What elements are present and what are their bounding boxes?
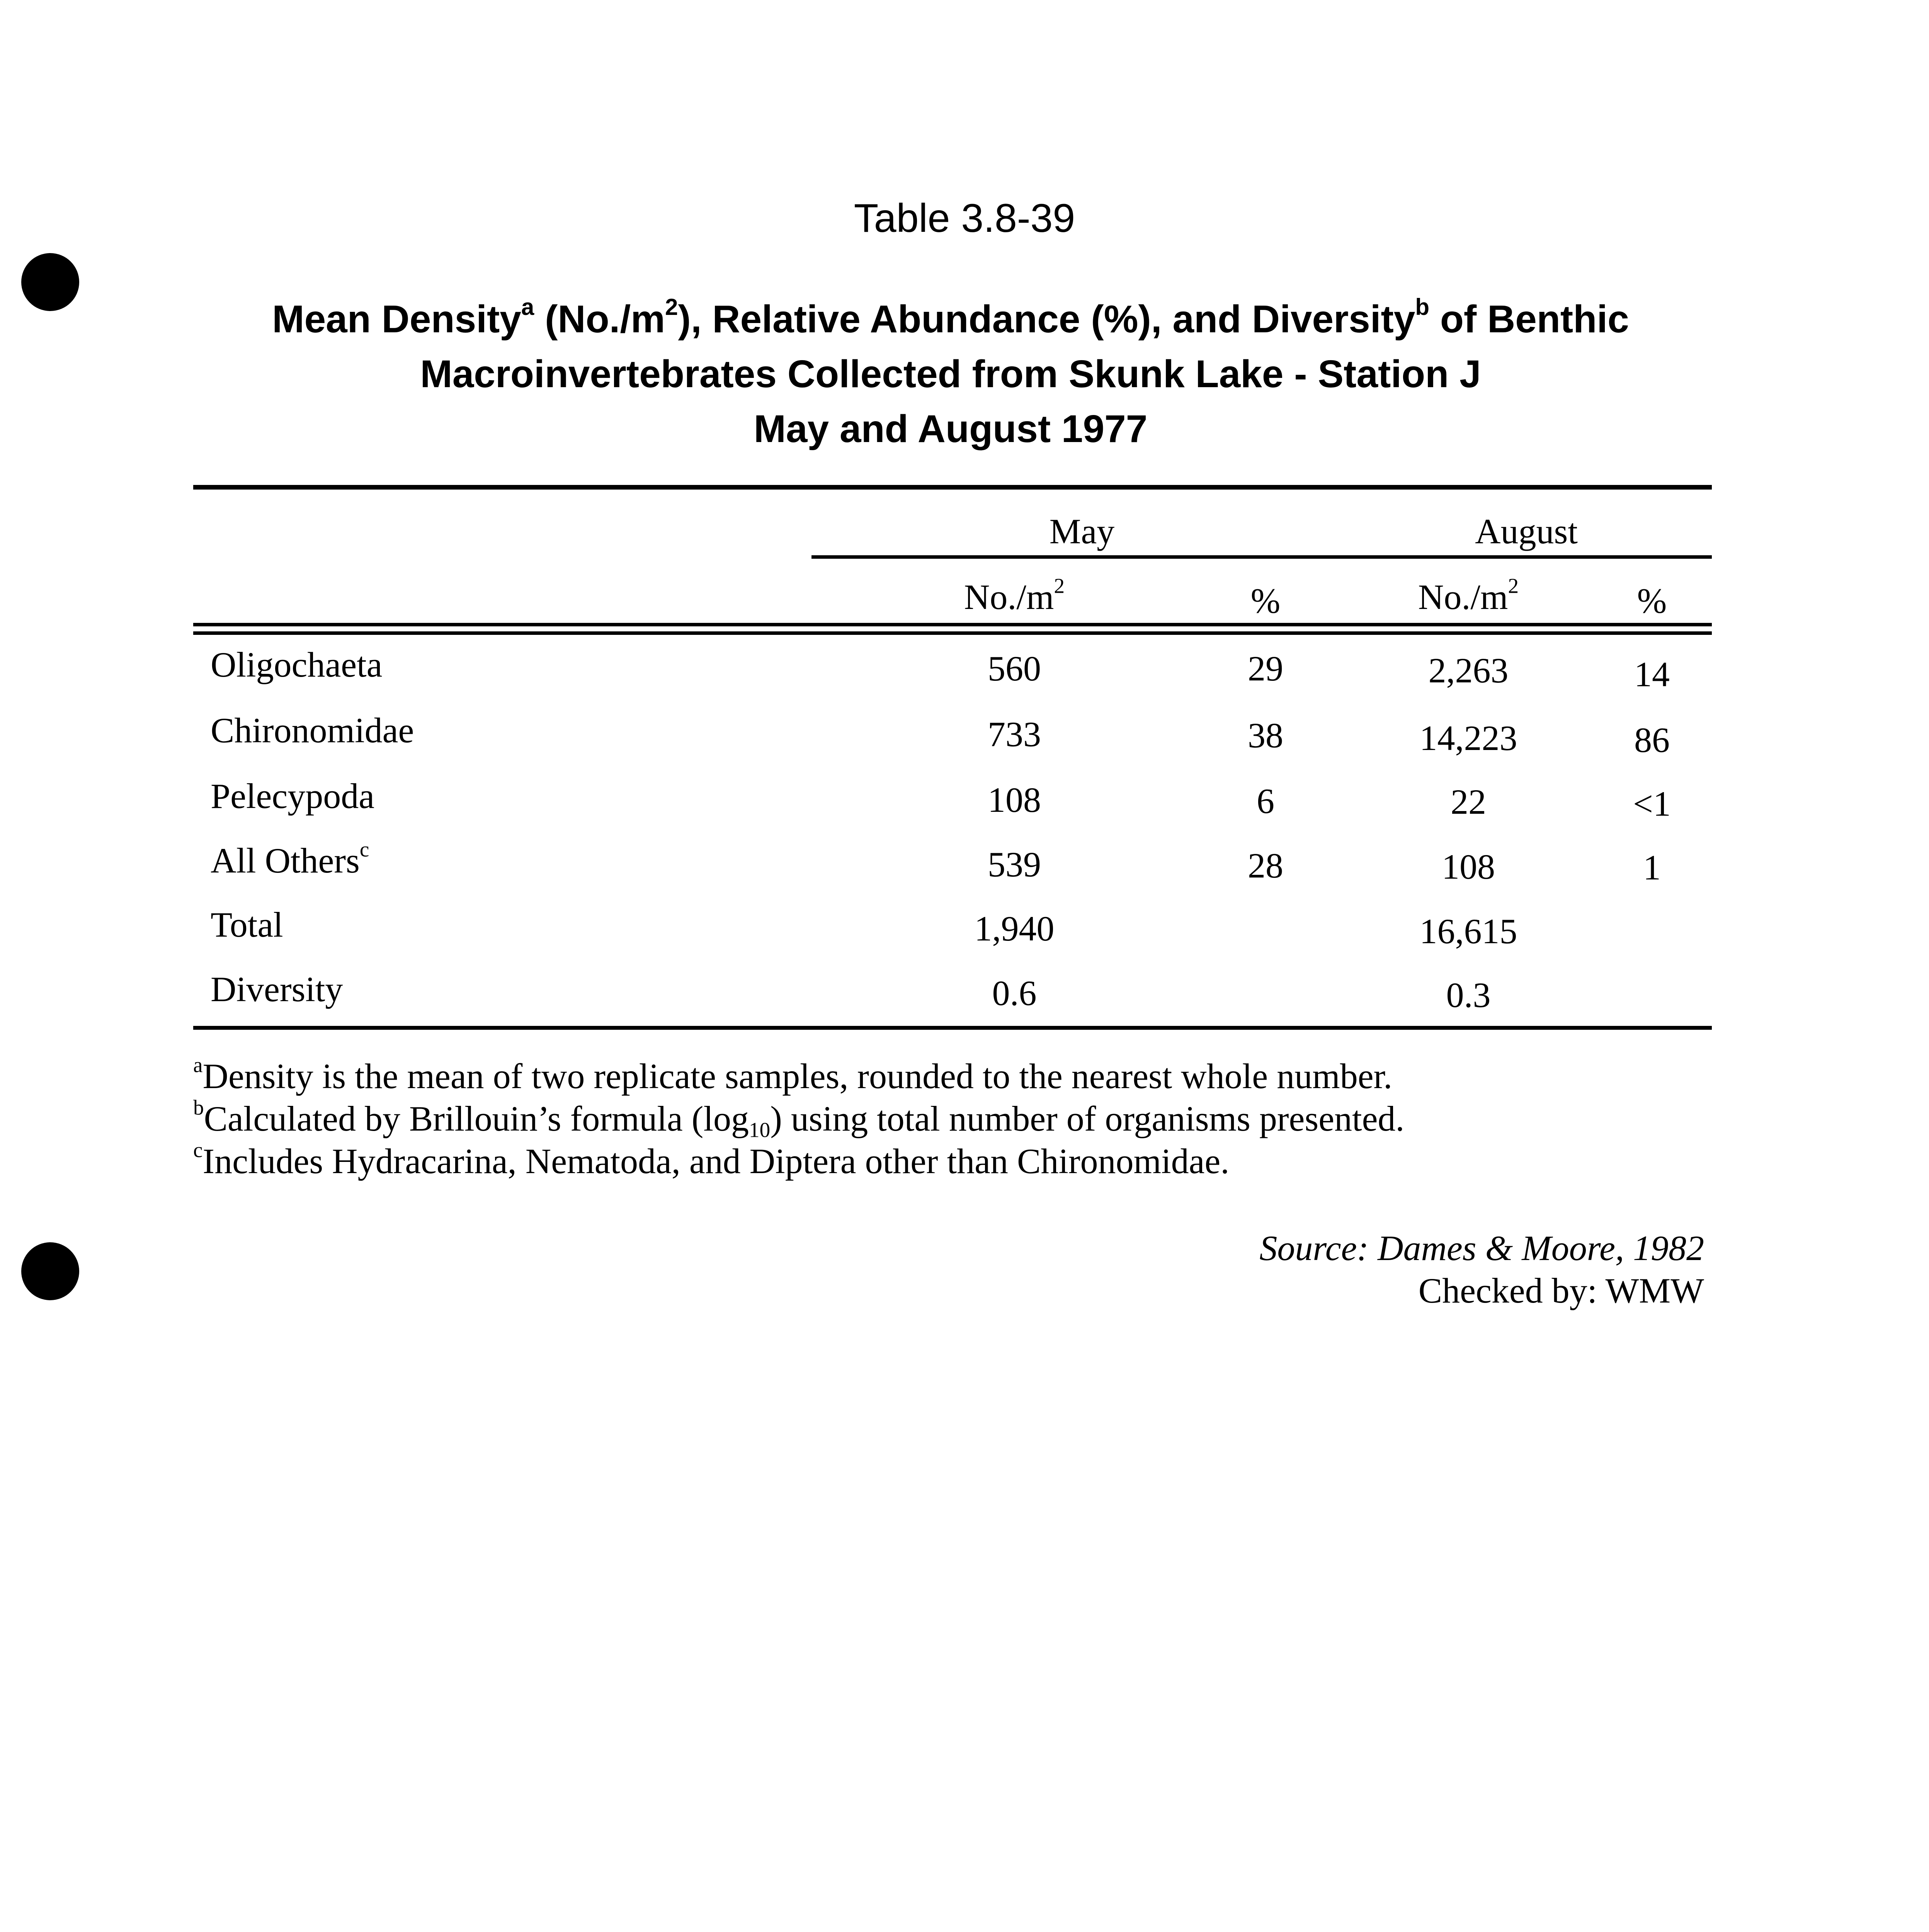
footnotes — [193, 1055, 1404, 1182]
row-diversity-taxon: Diversity — [211, 969, 343, 1009]
row-total-taxon: Total — [211, 905, 283, 944]
header-august-density: $No./m^2$ — [1418, 574, 1519, 617]
header-may: May — [1049, 512, 1115, 551]
row-all-others-may-percent: 28 — [1248, 846, 1283, 885]
binder-hole-top — [21, 253, 79, 311]
row-oligochaeta-may-density: 560 — [988, 649, 1041, 688]
row-chironomidae-aug-percent: 86 — [1634, 720, 1670, 760]
row-chironomidae-aug-density: 14,223 — [1419, 718, 1517, 758]
checked-by: Checked by: WMW — [1418, 1271, 1704, 1310]
title-line-2: Macroinvertebrates Collected from Skunk Lake - Station J — [420, 352, 1481, 396]
row-total-aug-density: 16,615 — [1419, 912, 1517, 951]
table-bottom-rule — [193, 1026, 1712, 1030]
header-august-percent: % — [1637, 581, 1667, 621]
row-all-others-footnote-mark: c — [359, 837, 369, 861]
row-diversity-may-value: 0.6 — [992, 973, 1037, 1013]
row-oligochaeta-aug-density: 2,263 — [1428, 651, 1509, 690]
row-pelecypoda-may-density: 108 — [988, 780, 1041, 820]
row-all-others-aug-density: 108 — [1442, 847, 1495, 886]
title-line-3: May and August 1977 — [754, 407, 1148, 451]
header-may-percent: % — [1250, 581, 1281, 621]
may-group-rule — [811, 555, 1712, 559]
row-pelecypoda-aug-percent: <1 — [1633, 784, 1671, 823]
table-title — [193, 292, 1708, 456]
row-pelecypoda-aug-density: 22 — [1451, 782, 1486, 821]
row-diversity-aug-value: 0.3 — [1446, 975, 1491, 1015]
row-pelecypoda-may-percent: 6 — [1257, 781, 1274, 821]
header-may-density: $No./m^2$ — [964, 574, 1065, 617]
header-double-rule-bottom — [193, 631, 1712, 635]
source-citation: Source: Dames & Moore, 1982 — [1259, 1228, 1704, 1268]
row-chironomidae-may-percent: 38 — [1248, 716, 1283, 755]
footnote-b: $^b$Calculated by Brillouin’s formula $(\log_{10})$ using total number of organisms presented. — [193, 1095, 1405, 1142]
header-double-rule-top — [193, 623, 1712, 626]
row-oligochaeta-taxon: Oligochaeta — [211, 645, 383, 684]
table-label: Table 3.8-39 — [854, 196, 1075, 241]
row-all-others-may-density: 539 — [988, 845, 1041, 884]
source-block — [1259, 1227, 1704, 1312]
row-pelecypoda-taxon: Pelecypoda — [211, 776, 375, 816]
title-line-1: Mean Density$^a$ $(No./m^2)$, Relative Abundance (%), and Diversity$^b$ of Benthic — [272, 294, 1629, 341]
table-top-rule — [193, 485, 1712, 490]
row-all-others-aug-percent: 1 — [1643, 848, 1661, 887]
footnote-c: $^c$Includes Hydracarina, Nematoda, and Diptera other than Chironomidae. — [193, 1138, 1230, 1181]
footnote-a: $^a$Density is the mean of two replicate samples, rounded to the nearest whole number. — [193, 1053, 1393, 1096]
row-chironomidae-may-density: 733 — [988, 714, 1041, 754]
row-all-others-taxon: All Others$^c$ — [211, 837, 369, 880]
header-august: August — [1475, 512, 1578, 551]
binder-hole-middle — [21, 1242, 79, 1300]
row-oligochaeta-aug-percent: 14 — [1634, 655, 1670, 694]
row-oligochaeta-may-percent: 29 — [1248, 649, 1283, 688]
row-chironomidae-taxon: Chironomidae — [211, 711, 414, 750]
row-total-may-density: 1,940 — [974, 909, 1055, 948]
